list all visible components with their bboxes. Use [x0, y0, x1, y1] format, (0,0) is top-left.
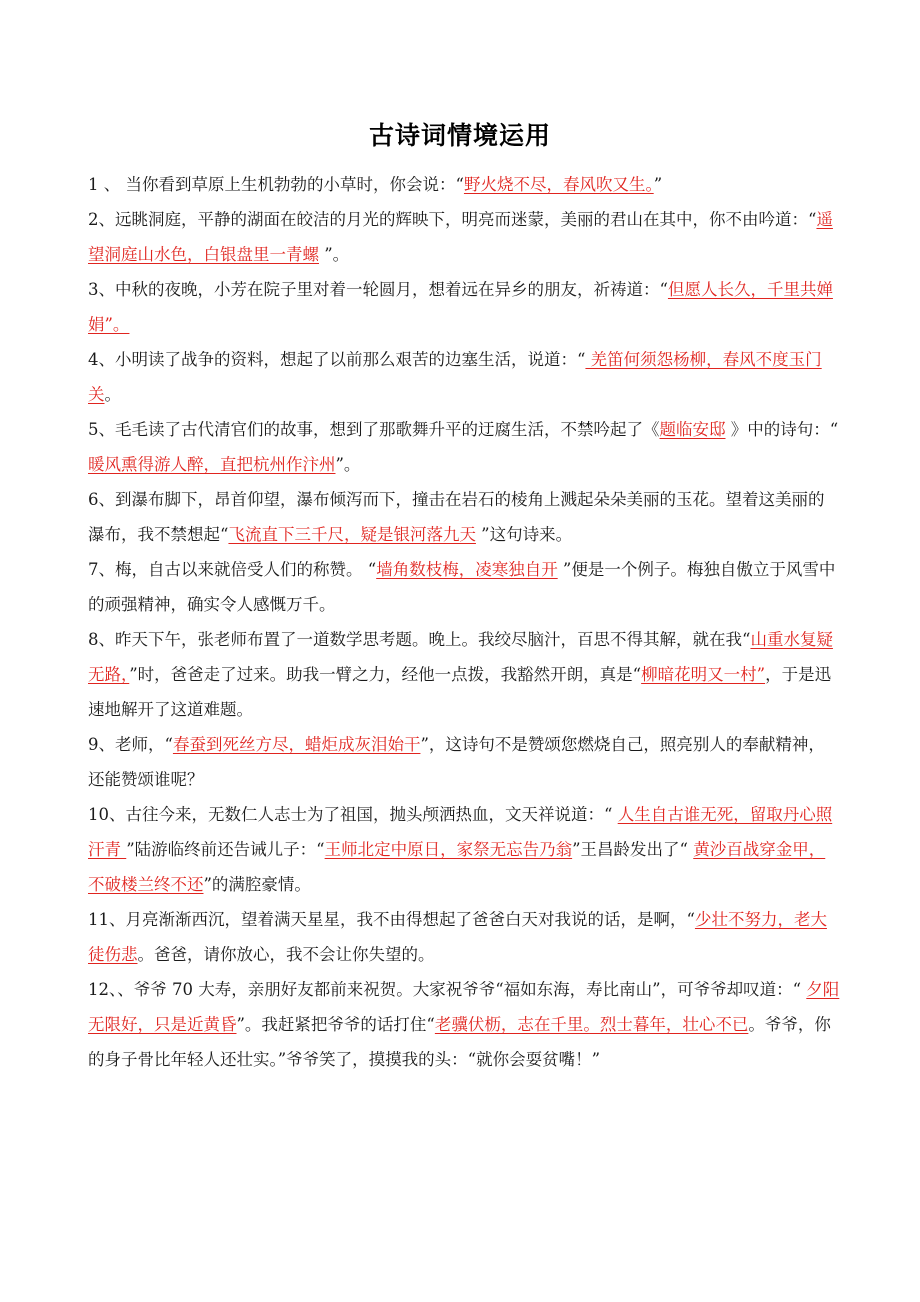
answer-text: 遥望洞庭山水色，白银盘里一青螺	[88, 210, 833, 264]
question-item	[88, 972, 840, 1077]
answer-text: 柳暗花明又一村”	[641, 665, 766, 684]
answer-text: 王师北定中原日，家祭无忘告乃翁	[324, 840, 573, 859]
question-text: ”。	[319, 245, 350, 264]
question-text: 》	[725, 420, 748, 439]
question-text: ”。	[335, 455, 361, 474]
question-text: 4、小明读了战争的资料，想起了以前那么艰苦的边塞生活，说道：“	[88, 350, 586, 369]
answer-text: 飞流直下三千尺，疑是银河落九天	[228, 525, 476, 544]
question-text: ”	[653, 175, 663, 194]
question-text: 7、梅，自古以来就倍受人们的称赞。 “	[88, 560, 377, 579]
answer-text: 黄沙百战穿金甲，不破楼兰终不还	[88, 840, 826, 894]
question-text: 9、老师，“	[88, 735, 173, 754]
question-text: 10、古往今来，无数仁人志士为了祖国，抛头颅洒热血，文天祥说道：“	[88, 805, 618, 824]
answer-text: 山重水复疑无路，	[88, 630, 833, 684]
question-list	[88, 167, 840, 1077]
question-item	[88, 342, 840, 412]
answer-text: 墙角数枝梅，凌寒独自开	[376, 560, 558, 579]
question-item	[88, 902, 840, 972]
question-text: 3、中秋的夜晚，小芳在院子里对着一轮圆月，想着远在异乡的朋友，祈祷道：“	[88, 280, 668, 299]
answer-text: 羌笛何须怨杨柳，春风不度玉门关	[88, 350, 822, 404]
question-item	[88, 797, 840, 902]
answer-text: 题临安邸	[659, 420, 726, 439]
question-text: 中的诗句：“	[747, 420, 839, 439]
question-text: ”陆游临终前还告诫儿子：“	[126, 840, 325, 859]
answer-text: 野火烧不尽，春风吹又生。	[463, 175, 654, 194]
answer-text: 春蚕到死丝方尽，蜡炬成灰泪始干	[172, 735, 421, 754]
question-text: 8、昨天下午，张老师布置了一道数学思考题。晚上。我绞尽脑汁，百思不得其解，就在我“	[88, 630, 751, 649]
question-item	[88, 202, 840, 272]
question-text: ”。我赶紧把爷爷的话打住“	[236, 1015, 435, 1034]
question-item	[88, 272, 840, 342]
answer-text: 但愿人长久，千里共婵娟”。	[88, 280, 833, 334]
question-text: 。	[104, 385, 121, 404]
question-item	[88, 622, 840, 727]
answer-text: 人生自古谁无死，留取丹心照汗青	[88, 805, 833, 859]
question-text: 2、远眺洞庭，平静的湖面在皎洁的月光的辉映下，明亮而迷蒙，美丽的君山在其中，你不由吟道：“	[88, 210, 817, 229]
question-text: 。爷爷，你的身子骨比年轻人还壮实。”爷爷笑了，摸摸我的头：“就你会耍贫嘴！”	[88, 1015, 831, 1069]
question-text: 5、毛毛读了古代清官们的故事，想到了那歌舞升平的迂腐生活，不禁吟起了《	[88, 420, 660, 439]
question-text: 1 、 当你看到草原上生机勃勃的小草时，你会说：“	[88, 175, 464, 194]
question-text: ”便是一个例子。梅独自傲立于风雪中的顽强精神，确实令人感慨万千。	[88, 560, 836, 614]
question-text: 6、到瀑布脚下，昂首仰望，瀑布倾泻而下，撞击在岩石的棱角上溅起朵朵美丽的玉花。望着这美丽的瀑布，我不禁想起“	[88, 490, 825, 544]
question-text: ”这句诗来。	[475, 525, 573, 544]
question-text: 11、月亮渐渐西沉，望着满天星星，我不由得想起了爸爸白天对我说的话，是啊，“	[88, 910, 695, 929]
answer-text: 少壮不努力，老大徒伤悲	[88, 910, 827, 964]
question-text: ”，这诗句不是赞颂您燃烧自己，照亮别人的奉献精神，还能赞颂谁呢？	[88, 735, 825, 789]
question-item	[88, 167, 840, 202]
page-title: 古诗词情境运用	[368, 121, 551, 150]
question-text: ”的满腔豪情。	[203, 875, 311, 894]
question-text: ”王昌龄发出了“	[572, 840, 694, 859]
question-item	[88, 412, 840, 482]
question-text: ”时，爸爸走了过来。助我一臂之力，经他一点拨，我豁然开朗，真是“	[129, 665, 642, 684]
question-text: ，于是迅速地解开了这道难题。	[88, 665, 832, 719]
answer-text: 暖风熏得游人醉，直把杭州作汴州	[88, 455, 336, 474]
question-text: 12、、爷爷 70 大寿，亲朋好友都前来祝贺。大家祝爷爷“福如东海，寿比南山”，可爷爷却叹道：“	[88, 980, 807, 999]
answer-text: 老骥伏枥，志在千里。烈士暮年，壮心不已	[434, 1015, 749, 1034]
question-item	[88, 552, 840, 622]
answer-text: 夕阳无限好，只是近黄昏	[88, 980, 840, 1034]
question-item	[88, 727, 840, 797]
question-text: 。爸爸，请你放心，我不会让你失望的。	[137, 945, 435, 964]
question-item	[88, 482, 840, 552]
